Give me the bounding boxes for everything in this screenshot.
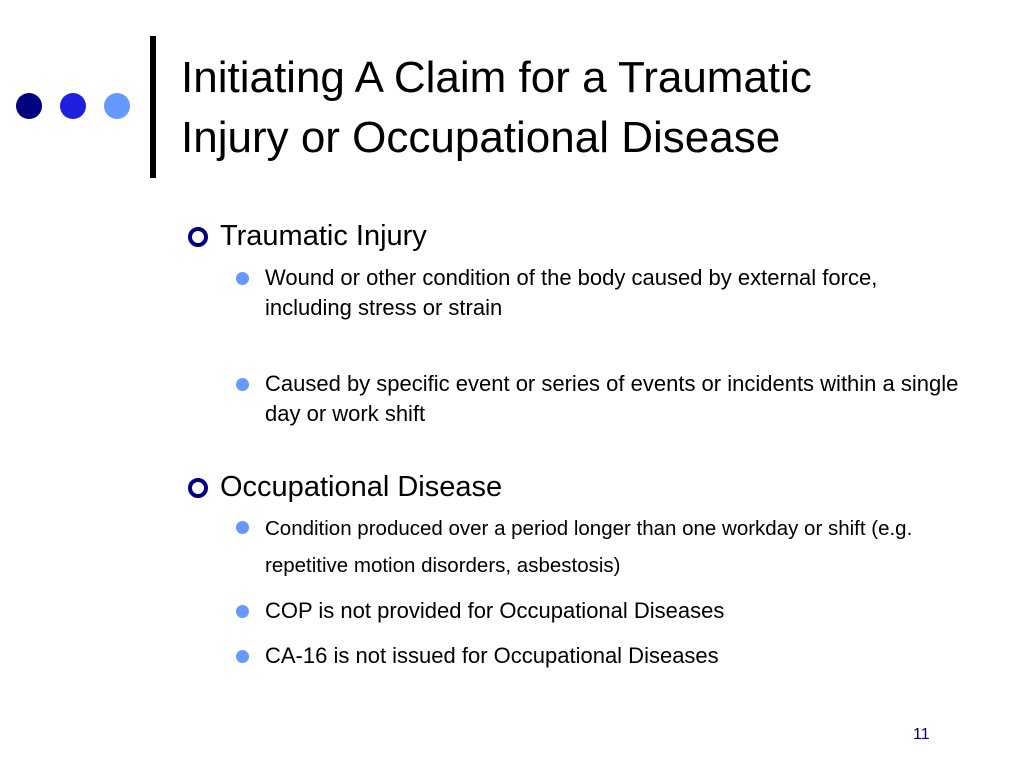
ring-bullet-icon [188,478,208,498]
section-heading-occupational-disease [185,467,965,507]
section-heading-label: Traumatic Injury [220,220,427,252]
dot-bullet-icon [236,521,249,534]
list-item [185,369,965,429]
list-item-text: Caused by specific event or series of events or incidents within a single day or work shift [265,371,959,426]
dot-bullet-icon [236,650,249,663]
slide-title-line-1: Initiating A Claim for a Traumatic [181,53,812,102]
list-item-text: COP is not provided for Occupational Diseases [265,598,725,623]
list-item-text: Condition produced over a period longer than one workday or shift (e.g. repetitive motion disorders, asbestosis) [265,517,913,577]
list-item [185,263,965,323]
list-item [185,641,965,671]
occupational-disease-bullets [185,510,965,671]
traumatic-injury-bullets [185,263,965,429]
dot-bullet-icon [236,272,249,285]
section-heading-label: Occupational Disease [220,471,503,503]
list-item-text: CA-16 is not issued for Occupational Diseases [265,643,719,668]
dot-bullet-icon [236,605,249,618]
ring-bullet-icon [188,227,208,247]
slide-title [181,48,1001,168]
decorative-dots [16,93,136,121]
dot-dark-icon [16,93,42,119]
slide-title-line-2: Injury or Occupational Disease [181,113,781,162]
page-number: 11 [913,726,930,743]
list-item [185,596,965,626]
dot-medium-icon [60,93,86,119]
dot-light-icon [104,93,130,119]
section-heading-traumatic-injury [185,216,965,256]
dot-bullet-icon [236,378,249,391]
title-divider [150,36,156,178]
list-item-text: Wound or other condition of the body caused by external force, including stress or strain [265,265,878,320]
list-item [185,510,965,584]
slide-content [185,216,965,671]
